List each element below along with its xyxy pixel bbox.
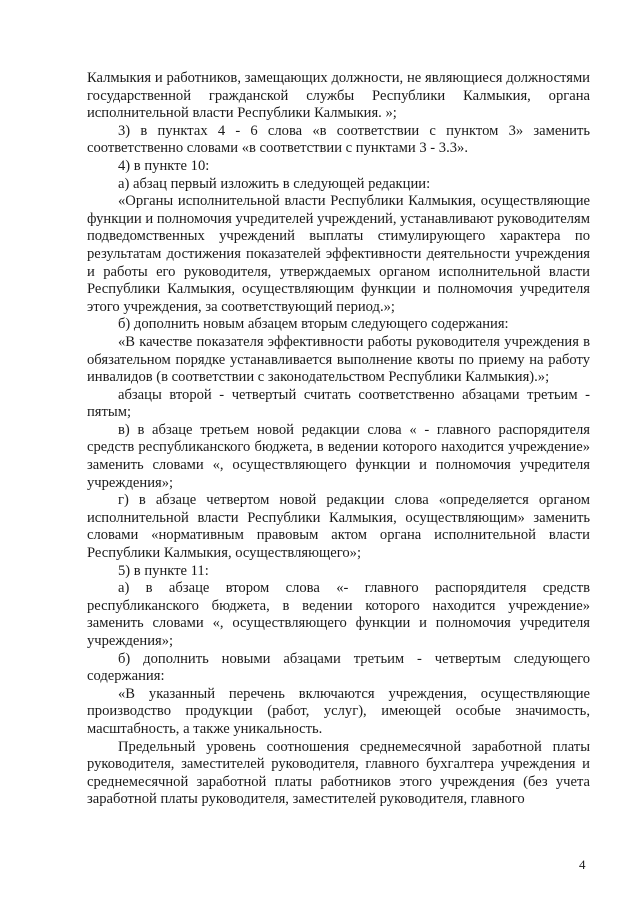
page-number: 4 <box>579 857 586 872</box>
paragraph-1: Калмыкия и работников, замещающих должности, не являющиеся должностями государственной гражданской службы Республики Калмыкия, органа исполнительной власти Республики Калмыкия. »; <box>87 70 590 122</box>
document-body <box>87 70 590 809</box>
paragraph-12: а) в абзаце втором слова «- главного распорядителя средств республиканского бюджета, в ведении которого находится учреждение» заменить словами «, осуществляющего функции и полномочия учредителя учреждения»; <box>87 580 590 649</box>
paragraph-2: 3) в пунктах 4 - 6 слова «в соответствии с пунктом 3» заменить соответственно словами «в соответствии с пунктами 3 - 3.3». <box>87 122 590 157</box>
paragraph-13: б) дополнить новыми абзацами третьим - четвертым следующего содержания: <box>87 650 590 685</box>
paragraph-4: а) абзац первый изложить в следующей редакции: <box>118 175 431 192</box>
paragraph-3: 4) в пункте 10: <box>118 157 210 174</box>
paragraph-9: в) в абзаце третьем новой редакции слова « - главного распорядителя средств республиканского бюджета, в ведении которого находится учреждение» заменить словами «, осуществляющего функции и полномочия учредителя учреждения»; <box>87 421 590 491</box>
paragraph-6: б) дополнить новым абзацем вторым следующего содержания: <box>118 316 509 333</box>
paragraph-7: «В качестве показателя эффективности работы руководителя учреждения в обязательном порядке устанавливается выполнение квоты по приему на работу инвалидов (в соответствии с законодательством Республики Калмыкия).»; <box>87 333 590 386</box>
paragraph-15: Предельный уровень соотношения среднемесячной заработной платы руководителя, заместителей руководителя, главного бухгалтера учреждения и среднемесячной заработной платы работников этого учреждения (без учета заработной платы руководителя, заместителей руководителя, главного <box>87 738 590 808</box>
paragraph-5: «Органы исполнительной власти Республики Калмыкия, осуществляющие функции и полномочия учредителей учреждений, устанавливают руководителям подведомственных учреждений выплаты стимулирующего характера по результатам достижения показателей эффективности деятельности учреждения и работы его руководителя, утверждаемых органом исполнительной власти Республики Калмыкия, осуществляющим функции и полномочия учредителя этого учреждения, за соответствующий период.»; <box>87 193 590 315</box>
paragraph-11: 5) в пункте 11: <box>118 562 209 579</box>
paragraph-8: абзацы второй - четвертый считать соответственно абзацами третьим - пятым; <box>87 386 590 421</box>
paragraph-14: «В указанный перечень включаются учреждения, осуществляющие производство продукции (работ, услуг), имеющей особые значимость, масштабность, а также уникальность. <box>87 685 590 737</box>
paragraph-10: г) в абзаце четвертом новой редакции слова «определяется органом исполнительной власти Республики Калмыкия, осуществляющим» заменить словами «нормативным правовым актом органа исполнительной власти Республики Калмыкия, осуществляющего»; <box>87 492 590 562</box>
